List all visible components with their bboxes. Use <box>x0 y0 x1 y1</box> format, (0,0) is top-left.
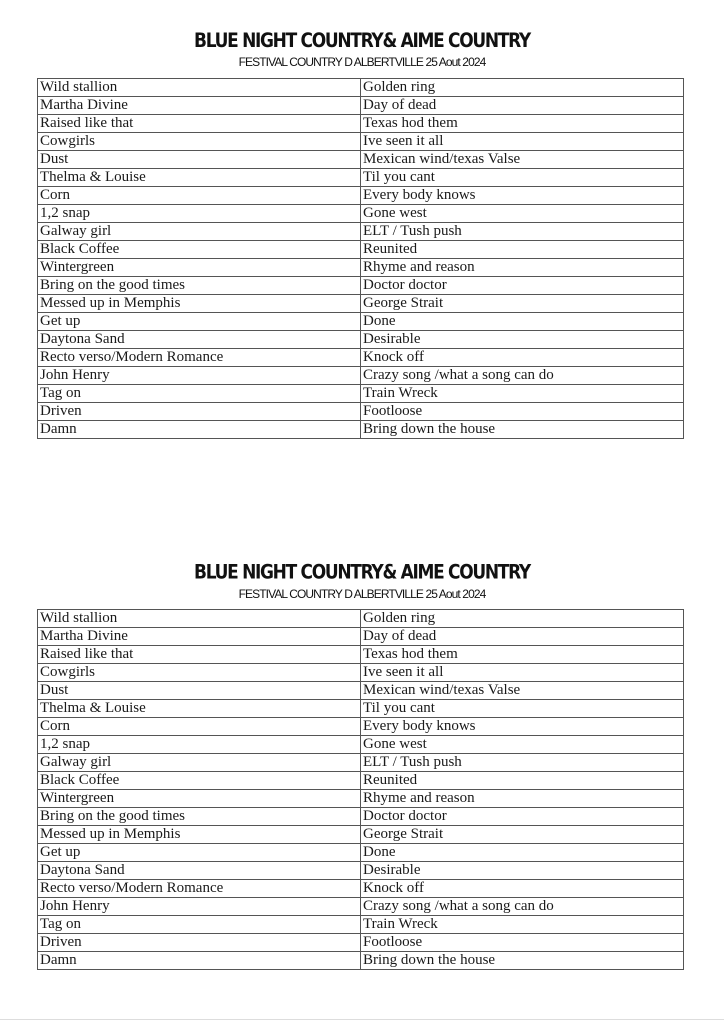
song-right: Train Wreck <box>361 385 684 403</box>
song-left: Get up <box>38 313 361 331</box>
table-row <box>38 808 684 826</box>
song-right: Til you cant <box>361 700 684 718</box>
song-right: Bring down the house <box>361 952 684 970</box>
song-right: Til you cant <box>361 169 684 187</box>
table-row <box>38 313 684 331</box>
song-left: Martha Divine <box>38 628 361 646</box>
song-right: Texas hod them <box>361 646 684 664</box>
song-right: Desirable <box>361 331 684 349</box>
page-edge-divider <box>0 1019 724 1020</box>
song-right: George Strait <box>361 295 684 313</box>
song-right: Reunited <box>361 772 684 790</box>
song-right: Reunited <box>361 241 684 259</box>
song-table <box>37 609 684 970</box>
song-right: Golden ring <box>361 610 684 628</box>
song-left: Bring on the good times <box>38 277 361 295</box>
song-right: ELT / Tush push <box>361 754 684 772</box>
song-left: John Henry <box>38 367 361 385</box>
song-left: Raised like that <box>38 646 361 664</box>
sheet-title: BLUE NIGHT COUNTRY& AIME COUNTRY <box>194 561 530 585</box>
song-left: Galway girl <box>38 754 361 772</box>
table-row <box>38 277 684 295</box>
table-row <box>38 241 684 259</box>
table-row <box>38 97 684 115</box>
sheet-subtitle: FESTIVAL COUNTRY D ALBERTVILLE 25 Aout 2024 <box>238 55 486 69</box>
table-row <box>38 826 684 844</box>
table-row <box>38 115 684 133</box>
table-row <box>38 718 684 736</box>
table-row <box>38 331 684 349</box>
table-row <box>38 862 684 880</box>
table-row <box>38 898 684 916</box>
song-left: John Henry <box>38 898 361 916</box>
table-row <box>38 790 684 808</box>
song-right: Desirable <box>361 862 684 880</box>
song-left: Dust <box>38 151 361 169</box>
table-row <box>38 205 684 223</box>
song-right: Golden ring <box>361 79 684 97</box>
song-left: Black Coffee <box>38 772 361 790</box>
song-right: Doctor doctor <box>361 808 684 826</box>
song-right: Mexican wind/texas Valse <box>361 151 684 169</box>
table-row <box>38 151 684 169</box>
song-left: Tag on <box>38 385 361 403</box>
song-left: Bring on the good times <box>38 808 361 826</box>
table-row <box>38 880 684 898</box>
table-row <box>38 385 684 403</box>
song-table <box>37 78 684 439</box>
sheet-title: BLUE NIGHT COUNTRY& AIME COUNTRY <box>194 29 530 53</box>
table-row <box>38 700 684 718</box>
song-right: Crazy song /what a song can do <box>361 367 684 385</box>
song-left: Black Coffee <box>38 241 361 259</box>
song-left: Damn <box>38 952 361 970</box>
song-right: Every body knows <box>361 187 684 205</box>
table-row <box>38 421 684 439</box>
song-left: Wild stallion <box>38 610 361 628</box>
table-row <box>38 934 684 952</box>
song-right: Day of dead <box>361 628 684 646</box>
song-left: Martha Divine <box>38 97 361 115</box>
song-right: Ive seen it all <box>361 133 684 151</box>
song-right: Day of dead <box>361 97 684 115</box>
table-row <box>38 169 684 187</box>
song-right: Train Wreck <box>361 916 684 934</box>
song-left: Daytona Sand <box>38 862 361 880</box>
song-right: Done <box>361 844 684 862</box>
table-row <box>38 295 684 313</box>
table-row <box>38 664 684 682</box>
song-left: Recto verso/Modern Romance <box>38 880 361 898</box>
song-right: Mexican wind/texas Valse <box>361 682 684 700</box>
table-row <box>38 736 684 754</box>
song-right: George Strait <box>361 826 684 844</box>
song-left: Tag on <box>38 916 361 934</box>
song-left: Daytona Sand <box>38 331 361 349</box>
song-right: Crazy song /what a song can do <box>361 898 684 916</box>
song-left: Recto verso/Modern Romance <box>38 349 361 367</box>
song-right: Rhyme and reason <box>361 790 684 808</box>
table-row <box>38 682 684 700</box>
song-left: Thelma & Louise <box>38 169 361 187</box>
song-left: Corn <box>38 187 361 205</box>
song-left: 1,2 snap <box>38 736 361 754</box>
song-right: Done <box>361 313 684 331</box>
table-row <box>38 628 684 646</box>
table-row <box>38 610 684 628</box>
song-right: Doctor doctor <box>361 277 684 295</box>
sheet-subtitle: FESTIVAL COUNTRY D ALBERTVILLE 25 Aout 2024 <box>238 587 486 601</box>
song-left: Dust <box>38 682 361 700</box>
song-right: Knock off <box>361 880 684 898</box>
song-left: Messed up in Memphis <box>38 295 361 313</box>
table-row <box>38 349 684 367</box>
song-left: Damn <box>38 421 361 439</box>
table-row <box>38 952 684 970</box>
table-row <box>38 259 684 277</box>
setlist-sheet-top <box>0 29 724 437</box>
song-left: Driven <box>38 934 361 952</box>
table-row <box>38 916 684 934</box>
song-left: Corn <box>38 718 361 736</box>
table-row <box>38 403 684 421</box>
song-right: Bring down the house <box>361 421 684 439</box>
song-left: Wild stallion <box>38 79 361 97</box>
song-right: Footloose <box>361 403 684 421</box>
table-row <box>38 754 684 772</box>
song-right: Gone west <box>361 736 684 754</box>
song-right: Gone west <box>361 205 684 223</box>
table-row <box>38 367 684 385</box>
table-row <box>38 79 684 97</box>
song-right: ELT / Tush push <box>361 223 684 241</box>
setlist-sheet-bottom <box>0 561 724 968</box>
song-left: 1,2 snap <box>38 205 361 223</box>
song-left: Thelma & Louise <box>38 700 361 718</box>
song-right: Ive seen it all <box>361 664 684 682</box>
song-left: Messed up in Memphis <box>38 826 361 844</box>
table-row <box>38 646 684 664</box>
table-row <box>38 187 684 205</box>
table-row <box>38 772 684 790</box>
song-right: Every body knows <box>361 718 684 736</box>
table-row <box>38 223 684 241</box>
song-left: Galway girl <box>38 223 361 241</box>
table-row <box>38 133 684 151</box>
song-left: Get up <box>38 844 361 862</box>
song-left: Wintergreen <box>38 790 361 808</box>
song-right: Texas hod them <box>361 115 684 133</box>
table-row <box>38 844 684 862</box>
song-left: Cowgirls <box>38 133 361 151</box>
song-left: Driven <box>38 403 361 421</box>
song-left: Raised like that <box>38 115 361 133</box>
song-left: Wintergreen <box>38 259 361 277</box>
song-right: Footloose <box>361 934 684 952</box>
song-right: Rhyme and reason <box>361 259 684 277</box>
song-right: Knock off <box>361 349 684 367</box>
song-left: Cowgirls <box>38 664 361 682</box>
